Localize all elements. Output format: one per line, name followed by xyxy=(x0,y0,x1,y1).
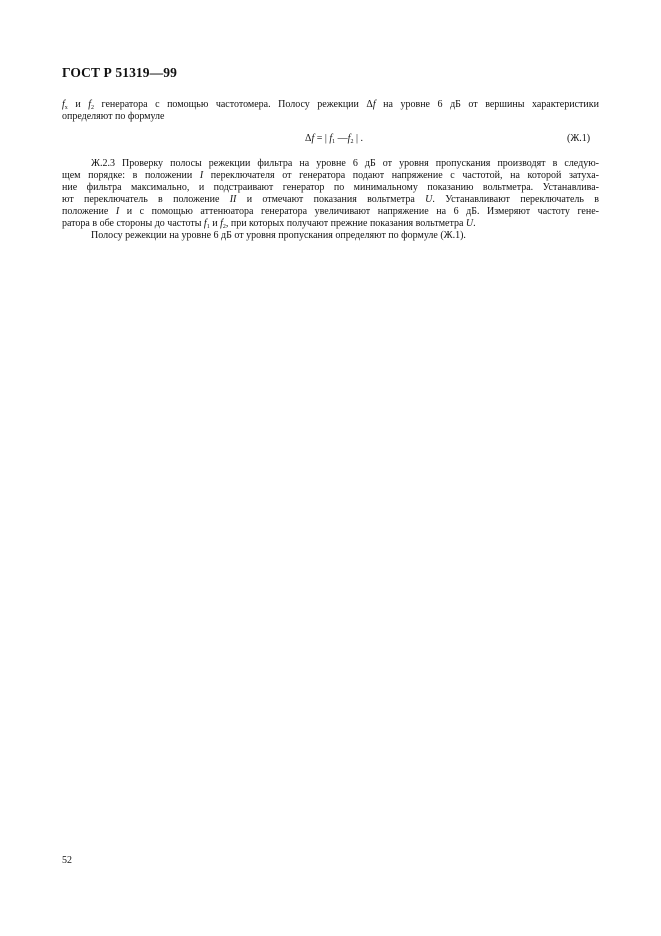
text-fragment: на уровне 6 дБ от вершины характеристики xyxy=(375,99,599,110)
text-fragment: и xyxy=(67,99,89,110)
paragraph-line xyxy=(62,194,599,206)
paragraph-line: ние фильтра максимально, и подстраивают генератор по минимальному показанию вольтметра. Устанавлива- xyxy=(62,182,599,193)
text-fragment: генератора с помощью частотомера. Полосу режекции Δ xyxy=(93,99,373,110)
paragraph-line: Ж.2.3 Проверку полосы режекции фильтра на уровне 6 дБ от уровня пропускания производят в следую- xyxy=(91,158,599,169)
text-fragment: . xyxy=(473,218,476,229)
text-fragment: , при которых получают прежние показания вольтметра xyxy=(225,218,466,229)
text-fragment: переключателя от генератора подают напряжение с частотой, на которой затуха- xyxy=(203,170,599,181)
text-fragment: щем порядке: в положении xyxy=(62,170,200,181)
subscript: 2 xyxy=(222,224,226,230)
variable-u: U xyxy=(465,218,474,229)
text-fragment: ратора в обе стороны до частоты xyxy=(62,218,204,229)
text-fragment: | . xyxy=(353,133,363,144)
variable-u: U xyxy=(425,194,433,205)
paragraph-line xyxy=(62,206,599,218)
roman-numeral: I xyxy=(199,170,204,181)
variable-f: f xyxy=(88,99,91,110)
variable-f: f xyxy=(311,133,315,144)
paragraph-line xyxy=(62,218,476,230)
variable-f: f xyxy=(347,133,351,144)
equation-number: (Ж.1) xyxy=(567,133,591,144)
paragraph-line: определяют по формуле xyxy=(62,111,165,122)
delta-symbol: Δ xyxy=(305,133,312,144)
text-fragment: ют переключатель в положение xyxy=(62,194,230,205)
text-fragment: — xyxy=(335,133,348,144)
subscript: 2 xyxy=(350,139,354,145)
variable-f: f xyxy=(62,99,65,110)
text-fragment: и с помощью аттенюатора генератора увеличивают напряжение на 6 дБ. Измеряют частоту гене- xyxy=(119,206,599,217)
variable-f: f xyxy=(203,218,207,229)
text-fragment: и xyxy=(209,218,221,229)
document-header: ГОСТ Р 51319—99 xyxy=(62,65,177,80)
text-fragment: и отмечают показания вольтметра xyxy=(236,194,426,205)
text-fragment: положение xyxy=(62,206,116,217)
variable-f: f xyxy=(220,218,223,229)
paragraph-line: Полосу режекции на уровне 6 дБ от уровня пропускания определяют по формуле (Ж.1). xyxy=(91,230,466,241)
subscript: 1 xyxy=(206,224,210,230)
text-fragment: . Устанавливают переключатель в xyxy=(432,194,599,205)
paragraph-line xyxy=(62,99,599,111)
subscript: 2 xyxy=(90,105,94,111)
roman-numeral: II xyxy=(229,194,237,205)
variable-f: f xyxy=(329,133,333,144)
text-fragment: = | xyxy=(314,133,330,144)
paragraph-line xyxy=(62,170,599,182)
subscript: 1 xyxy=(332,139,336,145)
page-number: 52 xyxy=(62,855,72,866)
subscript: x xyxy=(64,105,68,111)
formula xyxy=(305,133,363,145)
roman-numeral: I xyxy=(115,206,120,217)
variable-f: f xyxy=(372,99,376,110)
